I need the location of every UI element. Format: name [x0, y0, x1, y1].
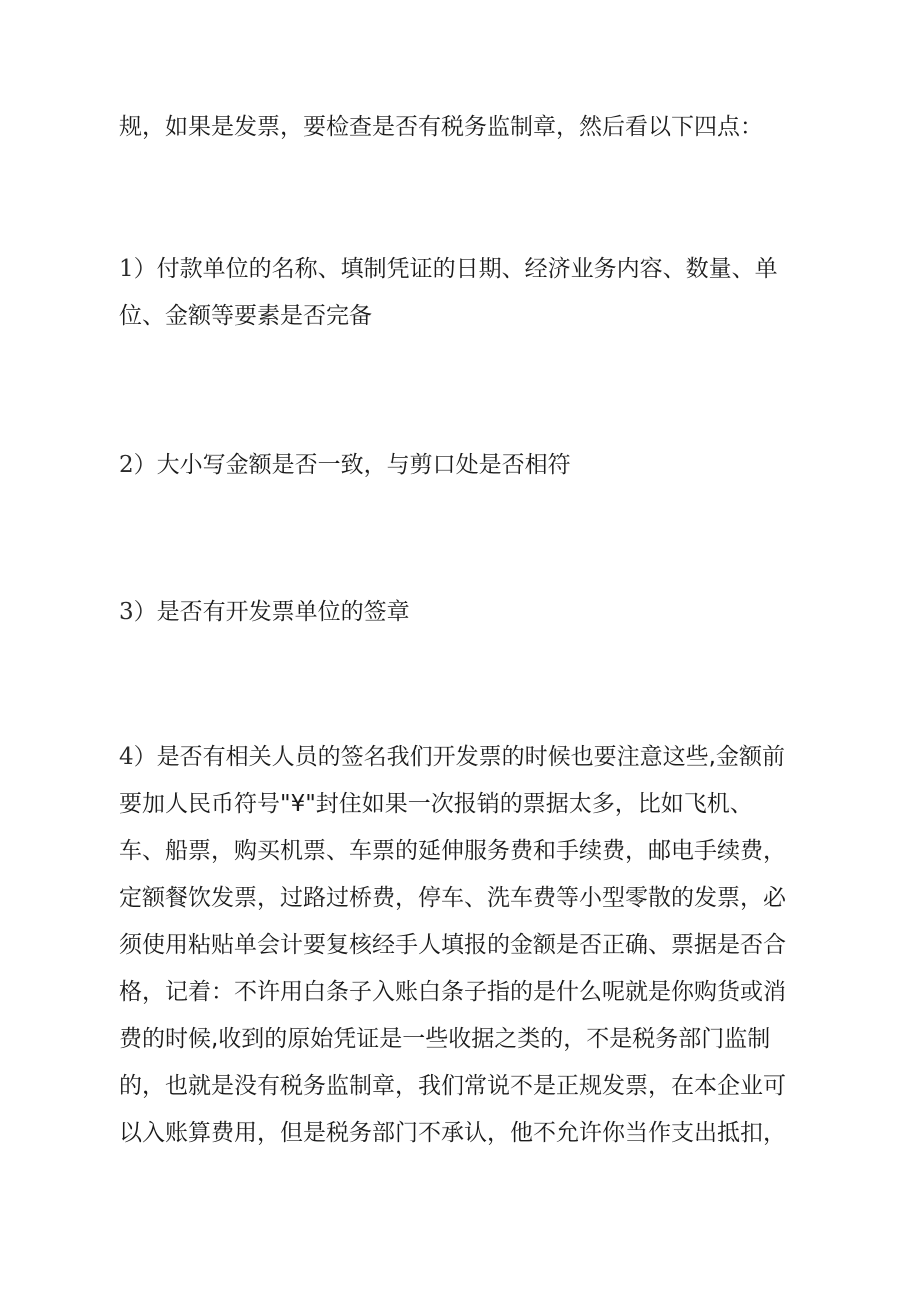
item-number: 1）	[119, 256, 157, 282]
text-line: 要加人民币符号"¥"封住如果一次报销的票据太多，比如飞机、	[119, 791, 753, 817]
list-item-4	[119, 734, 809, 1157]
list-item-2	[119, 442, 809, 489]
text-line: 定额餐饮发票，过路过桥费，停车、洗车费等小型零散的发票，必	[119, 885, 786, 911]
item-number: 3）	[119, 599, 157, 625]
text-line: 须使用粘贴单会计要复核经手人填报的金额是否正确、票据是否合	[119, 932, 786, 958]
text-line: 费的时候,收到的原始凭证是一些收据之类的，不是税务部门监制	[119, 1026, 771, 1052]
text-line: 车、船票，购买机票、车票的延伸服务费和手续费，邮电手续费，	[119, 838, 786, 864]
text-line: 规，如果是发票，要检查是否有税务监制章，然后看以下四点：	[119, 114, 763, 140]
intro-paragraph	[119, 104, 809, 151]
item-text: 大小写金额是否一致，与剪口处是否相符	[156, 452, 571, 478]
text-line: 格，记着：不许用白条子入账白条子指的是什么呢就是你购货或消	[119, 979, 786, 1005]
text-line	[119, 589, 809, 636]
text-line: 以入账算费用，但是税务部门不承认，他不允许你当作支出抵扣，	[119, 1120, 786, 1146]
list-item-1	[119, 246, 809, 340]
item-text: 付款单位的名称、填制凭证的日期、经济业务内容、数量、单	[156, 256, 778, 282]
text-line	[119, 442, 809, 489]
item-text: 是否有开发票单位的签章	[156, 599, 410, 625]
text-line: 位、金额等要素是否完备	[119, 303, 372, 329]
item-number: 2）	[119, 452, 157, 478]
item-text: 是否有相关人员的签名我们开发票的时候也要注意这些,金额前	[156, 744, 785, 770]
item-number: 4）	[119, 744, 157, 770]
list-item-3	[119, 589, 809, 636]
text-line	[119, 734, 809, 781]
text-line: 的，也就是没有税务监制章，我们常说不是正规发票，在本企业可	[119, 1073, 786, 1099]
text-line	[119, 246, 809, 293]
